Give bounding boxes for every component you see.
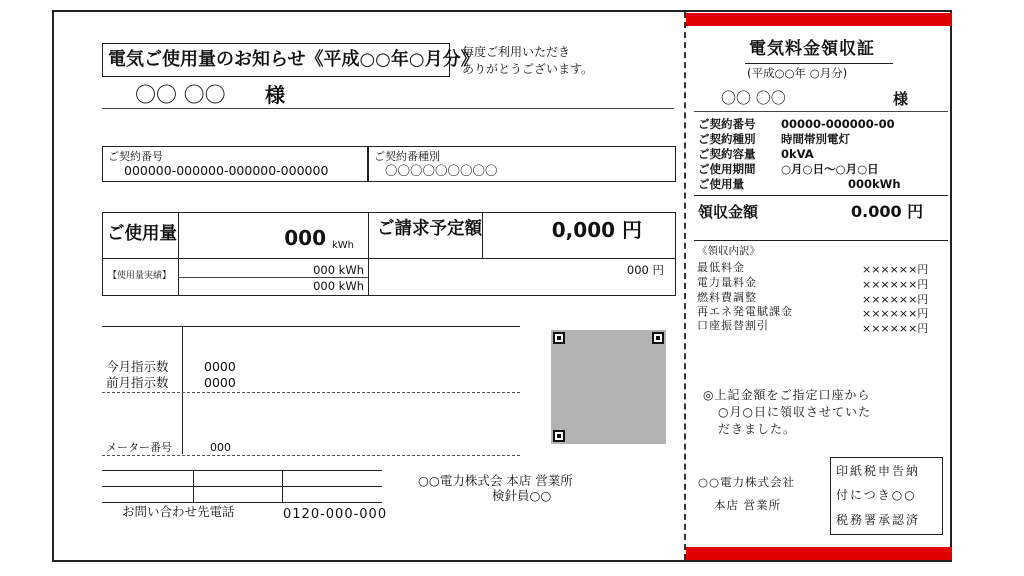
stamp-line1: 印紙税申告納 [836, 464, 921, 478]
breakdown-title: 《領収内訳》 [697, 245, 760, 257]
usage-record-divider [178, 277, 368, 278]
receipt-info-label-3: ご契約容量 [698, 147, 756, 161]
usage-record-row1: 000 kWh [313, 263, 364, 277]
meter-label: メーター番号 [106, 441, 172, 454]
receipt-info-value-5: 000kWh [848, 177, 901, 191]
usage-label: ご使用量 [107, 224, 177, 244]
receipt-name-underline [694, 111, 948, 112]
usage-unit: kWh [332, 240, 355, 251]
inquiry-label: お問い合わせ先電話 [122, 504, 235, 519]
qr-finder-bottom-left [553, 430, 565, 442]
contract-type-value: 〇〇〇〇〇〇〇〇〇 [385, 163, 498, 178]
receipt-info-label-4: ご使用期間 [698, 162, 756, 176]
contract-type-label: ご契約番種別 [374, 150, 440, 163]
last-month-value: 0000 [204, 375, 236, 390]
receipt-amount-value: 0.000 円 [851, 202, 924, 221]
receipt-title: 電気料金領収証 [749, 39, 875, 59]
breakdown-value-1: ××××××円 [862, 263, 929, 276]
usage-record-row2: 000 kWh [313, 279, 364, 293]
usage-table-col2 [368, 212, 369, 296]
customer-name: 〇〇 〇〇 [135, 83, 226, 107]
usage-record-label: 【使用量実績】 [108, 271, 172, 281]
receipt-company-line1: ○○電力株式会社 [698, 475, 796, 489]
receipt-title-underline [745, 63, 893, 64]
qr-finder-top-left [553, 332, 565, 344]
contract-number-label: ご契約番号 [108, 150, 163, 163]
receipt-message-line1: ◎上記金額をご指定口座から [703, 388, 871, 402]
receipt-info-value-1: 00000-000000-00 [781, 117, 895, 131]
breakdown-value-4: ××××××円 [862, 307, 929, 320]
name-underline [102, 108, 674, 109]
company-line1: ○○電力株式会 本店 営業所 [418, 473, 573, 488]
receipt-period: (平成○○年 ○月分) [747, 66, 848, 80]
receipt-amount-divider [694, 240, 948, 241]
usage-value: 000 [284, 226, 326, 250]
receipt-message-line3: だきました。 [718, 422, 797, 436]
breakdown-value-2: ××××××円 [862, 278, 929, 291]
qr-finder-top-right [652, 332, 664, 344]
perforation-line [684, 12, 686, 560]
billing-label: ご請求予定額 [377, 219, 482, 239]
receipt-message-line2: ○月○日に領収させていた [718, 405, 871, 419]
stamp-line3: 税務署承認済 [836, 513, 921, 527]
billing-value: 0,000 円 [551, 218, 642, 242]
this-month-label: 今月指示数 [106, 359, 169, 374]
notice-title: 電気ご使用量のお知らせ《平成○○年○月分》 [108, 49, 479, 70]
meter-value: 000 [210, 441, 231, 454]
receipt-amount-label: 領収金額 [698, 203, 759, 221]
contract-number-value: 000000-000000-000000-000000 [124, 163, 329, 178]
customer-honorific: 様 [265, 83, 285, 107]
meter-divider [182, 326, 183, 454]
company-line2: 検針員○○ [492, 488, 552, 503]
breakdown-label-5: 口座振替割引 [697, 319, 769, 332]
meter-top-line [102, 326, 520, 327]
usage-table-divider [102, 258, 676, 259]
receipt-bottom-bar [686, 547, 952, 560]
receipt-info-value-4: ○月○日〜○月○日 [781, 162, 879, 176]
breakdown-label-3: 燃料費調整 [697, 291, 757, 304]
receipt-info-value-2: 時間帯別電灯 [781, 132, 850, 146]
inquiry-line1 [102, 470, 382, 471]
reading-divider [102, 392, 520, 393]
usage-record-yen: 000 円 [626, 263, 664, 277]
breakdown-label-1: 最低料金 [697, 261, 745, 274]
greeting-line2: ありがとうございます。 [462, 62, 594, 76]
receipt-honorific: 様 [893, 90, 909, 108]
meter-bottom-line [102, 455, 520, 456]
inquiry-line3 [102, 502, 382, 503]
stamp-line2: 付につき○○ [836, 488, 917, 502]
usage-table-col3 [482, 212, 483, 258]
receipt-info-divider [694, 195, 948, 196]
receipt-customer-name: 〇〇 〇〇 [721, 89, 786, 107]
usage-table-col1 [178, 212, 179, 296]
receipt-info-label-1: ご契約番号 [698, 117, 756, 131]
receipt-info-label-5: ご使用量 [698, 177, 744, 191]
greeting-line1: 毎度ご利用いただき [462, 45, 571, 59]
inquiry-phone: 0120-000-000 [283, 507, 388, 522]
inquiry-col2 [282, 470, 283, 502]
receipt-info-label-2: ご契約種別 [698, 132, 756, 146]
this-month-value: 0000 [204, 359, 236, 374]
breakdown-value-3: ××××××円 [862, 293, 929, 306]
breakdown-label-2: 電力量料金 [697, 276, 757, 289]
receipt-top-bar [686, 13, 952, 26]
qr-code-icon [551, 330, 666, 444]
inquiry-col1 [193, 470, 194, 502]
inquiry-line2 [102, 486, 382, 487]
last-month-label: 前月指示数 [106, 375, 169, 390]
receipt-company-line2: 本店 営業所 [714, 498, 782, 512]
breakdown-label-4: 再エネ発電賦課金 [697, 305, 793, 318]
receipt-info-value-3: 0kVA [781, 147, 814, 161]
breakdown-value-5: ××××××円 [862, 322, 929, 335]
